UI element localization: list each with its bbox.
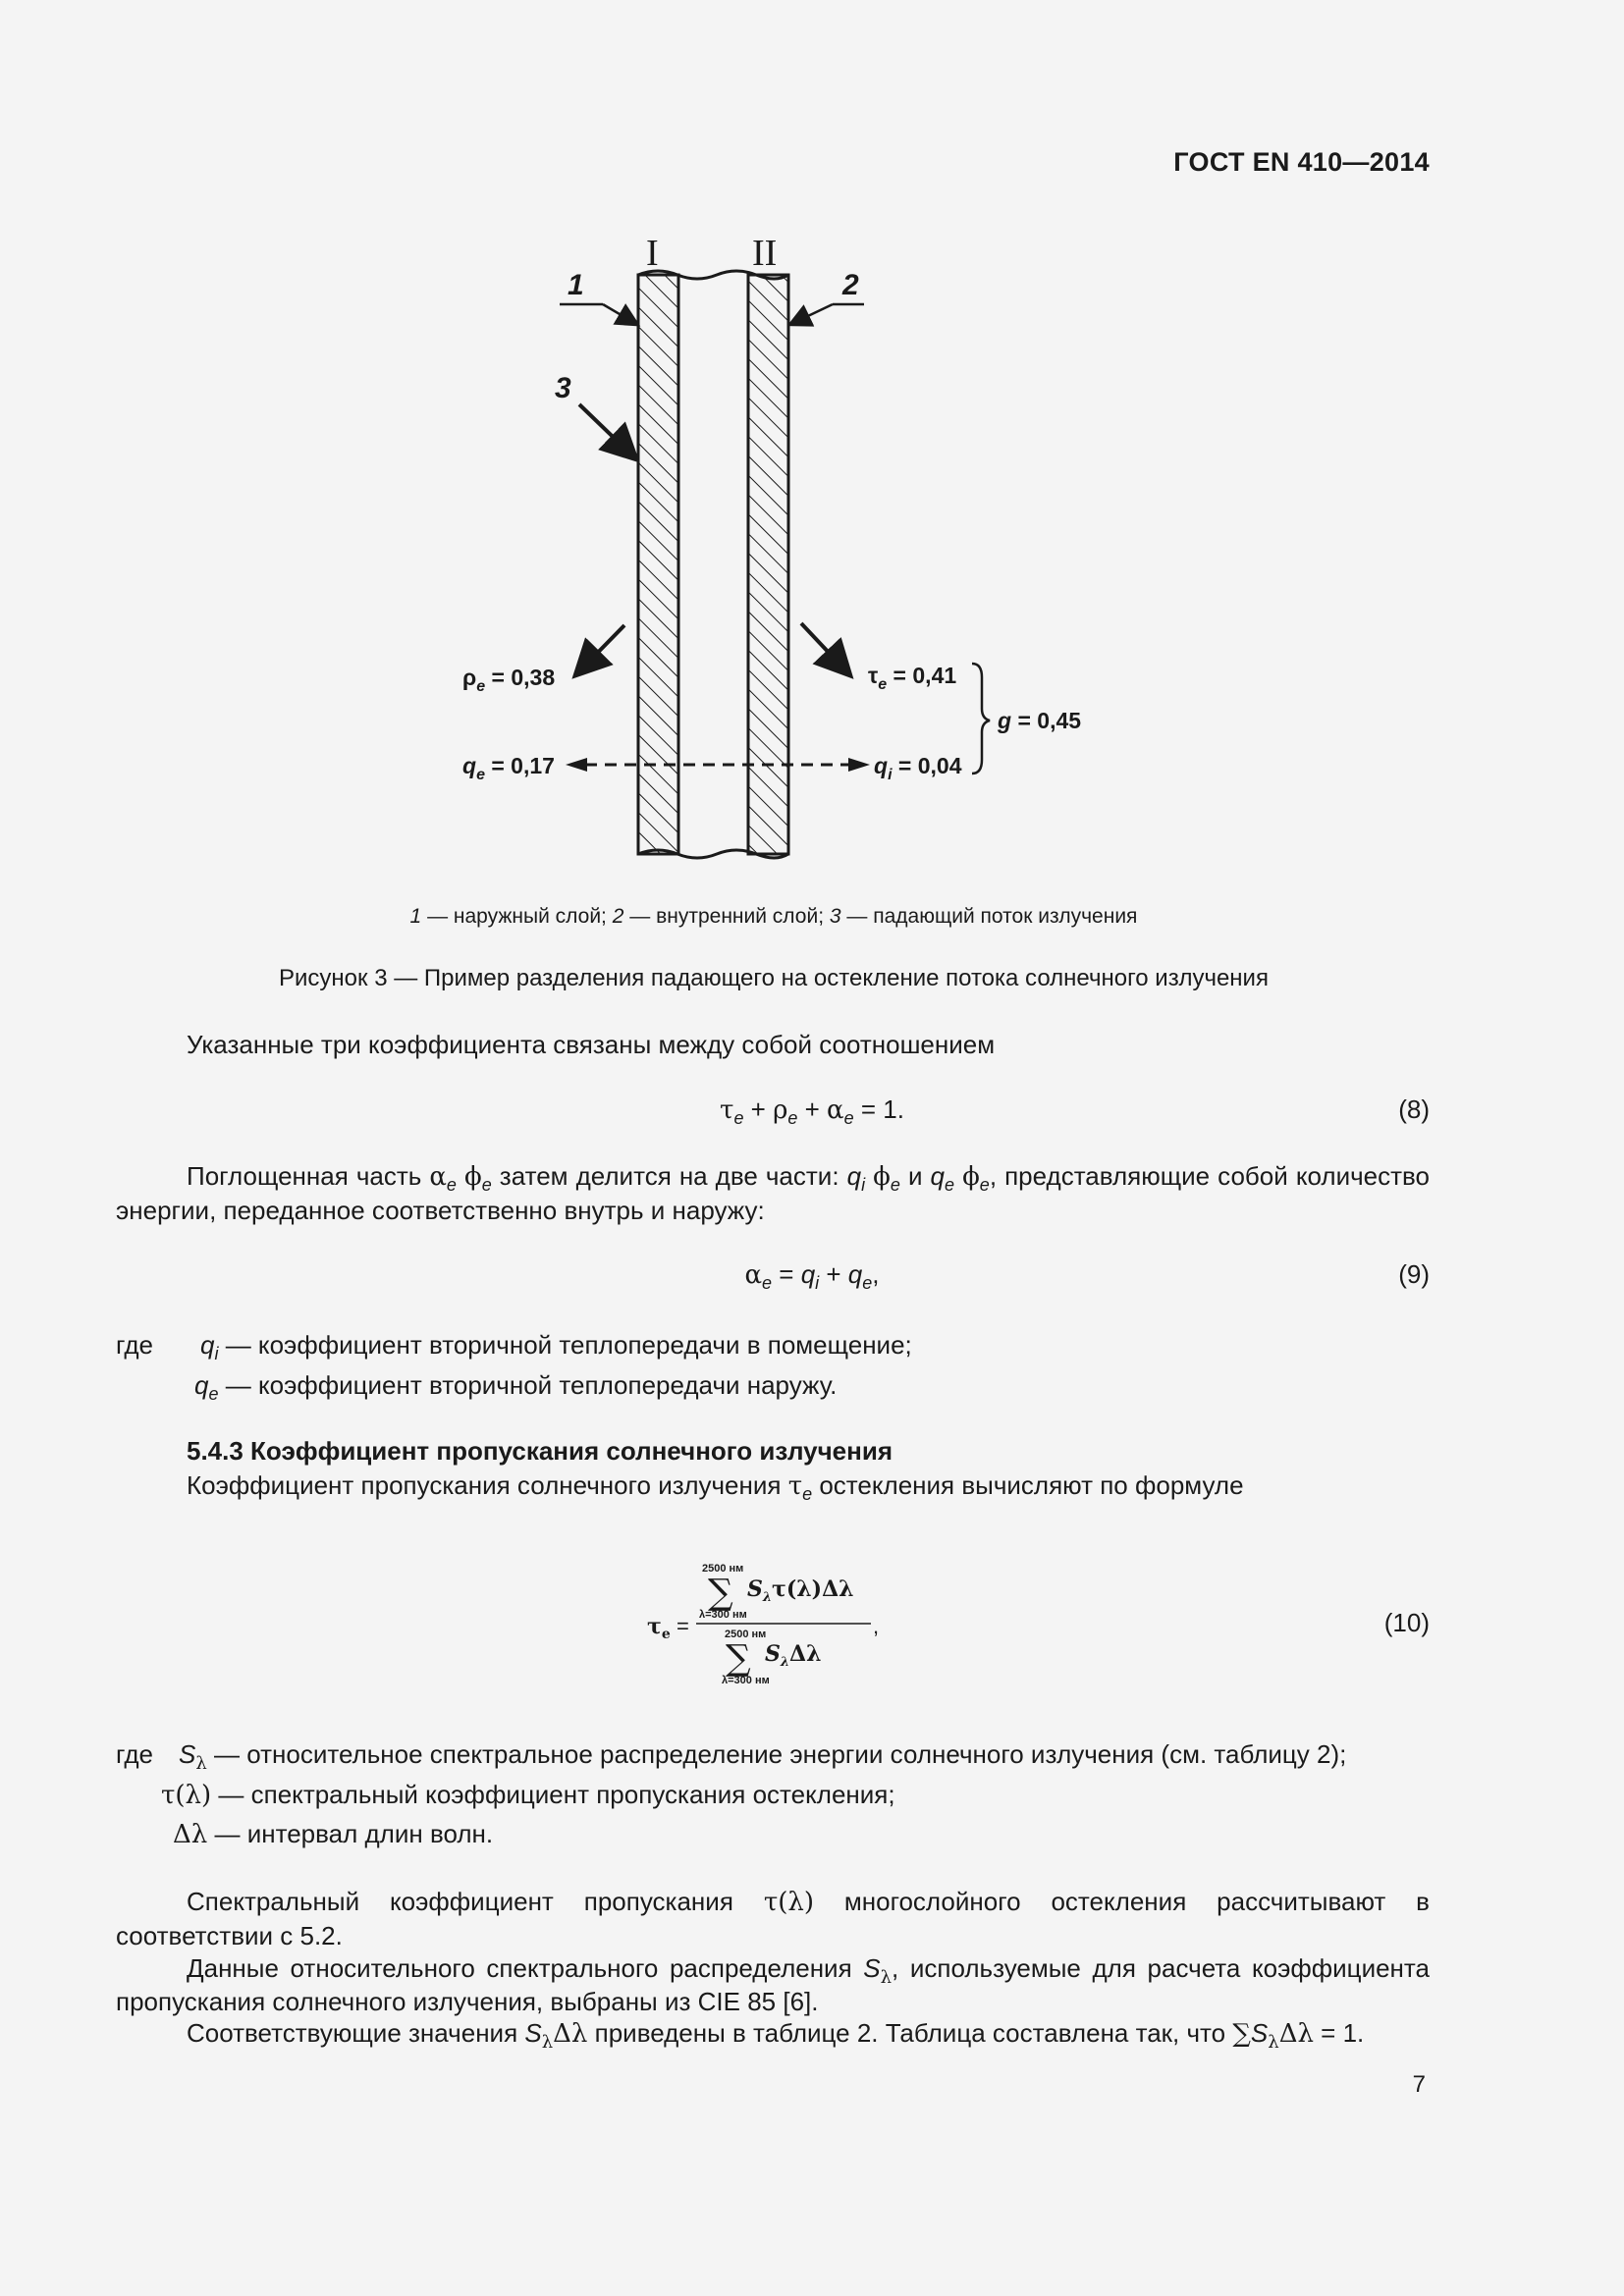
formula-8-number: (8) bbox=[1398, 1095, 1430, 1124]
formula-9-number: (9) bbox=[1398, 1259, 1430, 1289]
section-heading: 5.4.3 Коэффициент пропускания солнечного излучения bbox=[187, 1436, 893, 1466]
figure-legend: 1 — наружный слой; 2 — внутренний слой; 3 — падающий поток излучения bbox=[409, 905, 1138, 928]
pane-outer bbox=[638, 275, 678, 854]
pane-outer-hatched bbox=[638, 275, 678, 854]
where-delta-lambda: Δλ — интервал длин волн. bbox=[173, 1819, 494, 1849]
formula-8: $\tau_e + \rho_e + \alpha_e = 1$. bbox=[720, 1095, 904, 1128]
eq10-num-sigma: ∑ bbox=[708, 1573, 733, 1613]
formula-9: $\alpha_e = q_i + q_e$, bbox=[744, 1259, 880, 1293]
where-label-2: где bbox=[116, 1739, 153, 1769]
pane-label-I: I bbox=[646, 233, 659, 274]
pane-inner-hatched bbox=[748, 275, 788, 854]
g-brace bbox=[972, 664, 990, 774]
callout-3: 3 bbox=[555, 372, 571, 404]
formula-10 bbox=[643, 1559, 898, 1696]
eq10-lhs: $\tau_e$ bbox=[647, 1614, 671, 1642]
eq10-denominator: $S_\lambda\Delta\lambda$ bbox=[765, 1641, 822, 1670]
paragraph-relation: Указанные три коэффициента связаны между собой соотношением bbox=[187, 1030, 996, 1059]
paragraph-spectral: Спектральный коэффициент пропускания τ(λ) многослойного остекления рассчитывают в соответствии с 5.2. bbox=[116, 1887, 1430, 1950]
callout-1-arrow bbox=[603, 304, 636, 324]
eq10-comma: , bbox=[873, 1614, 880, 1638]
qe-label: $q_e = 0,17$ bbox=[462, 753, 555, 783]
eq10-num-lower-limit: λ=300 нм bbox=[699, 1609, 747, 1621]
qe-arrowhead bbox=[566, 758, 587, 772]
callout-1: 1 bbox=[568, 269, 584, 301]
qi-label: $q_i = 0,04$ bbox=[874, 753, 962, 783]
callout-2: 2 bbox=[842, 269, 859, 301]
tau-label: $\tau_e = 0,41$ bbox=[868, 663, 957, 693]
paragraph-transmittance: Коэффициент пропускания солнечного излучения $\tau_e$ остекления вычисляют по формуле bbox=[187, 1470, 1244, 1504]
pane-label-II: II bbox=[752, 233, 778, 274]
eq10-numerator: $S_\lambda\tau(\lambda)\Delta\lambda$ bbox=[747, 1576, 854, 1605]
where-qe: $q_e$ — коэффициент вторичной теплопередачи наружу. bbox=[194, 1370, 838, 1404]
qi-arrowhead bbox=[848, 758, 870, 772]
eq10-den-lower-limit: λ=300 нм bbox=[722, 1675, 770, 1686]
glazing-figure bbox=[0, 0, 1624, 883]
eq10-den-upper-limit: 2500 нм bbox=[725, 1629, 767, 1640]
incident-flux-arrow bbox=[579, 404, 634, 457]
document-code: ГОСТ EN 410—2014 bbox=[1173, 147, 1430, 177]
where-s-lambda: $S_\lambda$ — относительное спектральное распределение энергии солнечного излучения (см. таблицу 2); bbox=[179, 1739, 1347, 1774]
rho-label: $\rho_e = 0,38$ bbox=[462, 665, 556, 695]
where-qi: $q_i$ — коэффициент вторичной теплопередачи в помещение; bbox=[200, 1330, 912, 1363]
transmitted-flux-arrow bbox=[801, 623, 848, 673]
reflected-flux-arrow bbox=[577, 625, 624, 673]
formula-10-number: (10) bbox=[1383, 1608, 1430, 1637]
callout-2-arrow bbox=[791, 304, 833, 324]
where-label-1: где bbox=[116, 1330, 153, 1360]
paragraph-table-values: Соответствующие значения $S_\lambda\Delta\lambda$ приведены в таблице 2. Таблица составлена так, что $\sum S_\lambda\Delta\lambda = 1$. bbox=[187, 2018, 1365, 2053]
figure-caption: Рисунок 3 — Пример разделения падающего на остекление потока солнечного излучения bbox=[279, 965, 1269, 991]
paragraph-absorbed: Поглощенная часть $\alpha_e$ $\phi_e$ затем делится на две части: $q_i$ $\phi_e$ и $q_e$ $\phi_e$, представляющие собой количество энергии, переданное соответственно внутрь и наружу: bbox=[116, 1161, 1430, 1225]
eq10-den-sigma: ∑ bbox=[726, 1638, 751, 1679]
eq10-equals: = bbox=[677, 1614, 689, 1638]
g-label: g = 0,45 bbox=[998, 708, 1082, 733]
paragraph-cie: Данные относительного спектрального распределения $S_\lambda$, используемые для расчета коэффициента пропускания солнечного излучения, выбраны из CIE 85 [6]. bbox=[116, 1953, 1430, 2016]
page-number: 7 bbox=[1412, 2071, 1426, 2098]
where-tau-lambda: τ(λ) — спектральный коэффициент пропускания остекления; bbox=[161, 1780, 895, 1810]
eq10-num-upper-limit: 2500 нм bbox=[702, 1563, 744, 1575]
